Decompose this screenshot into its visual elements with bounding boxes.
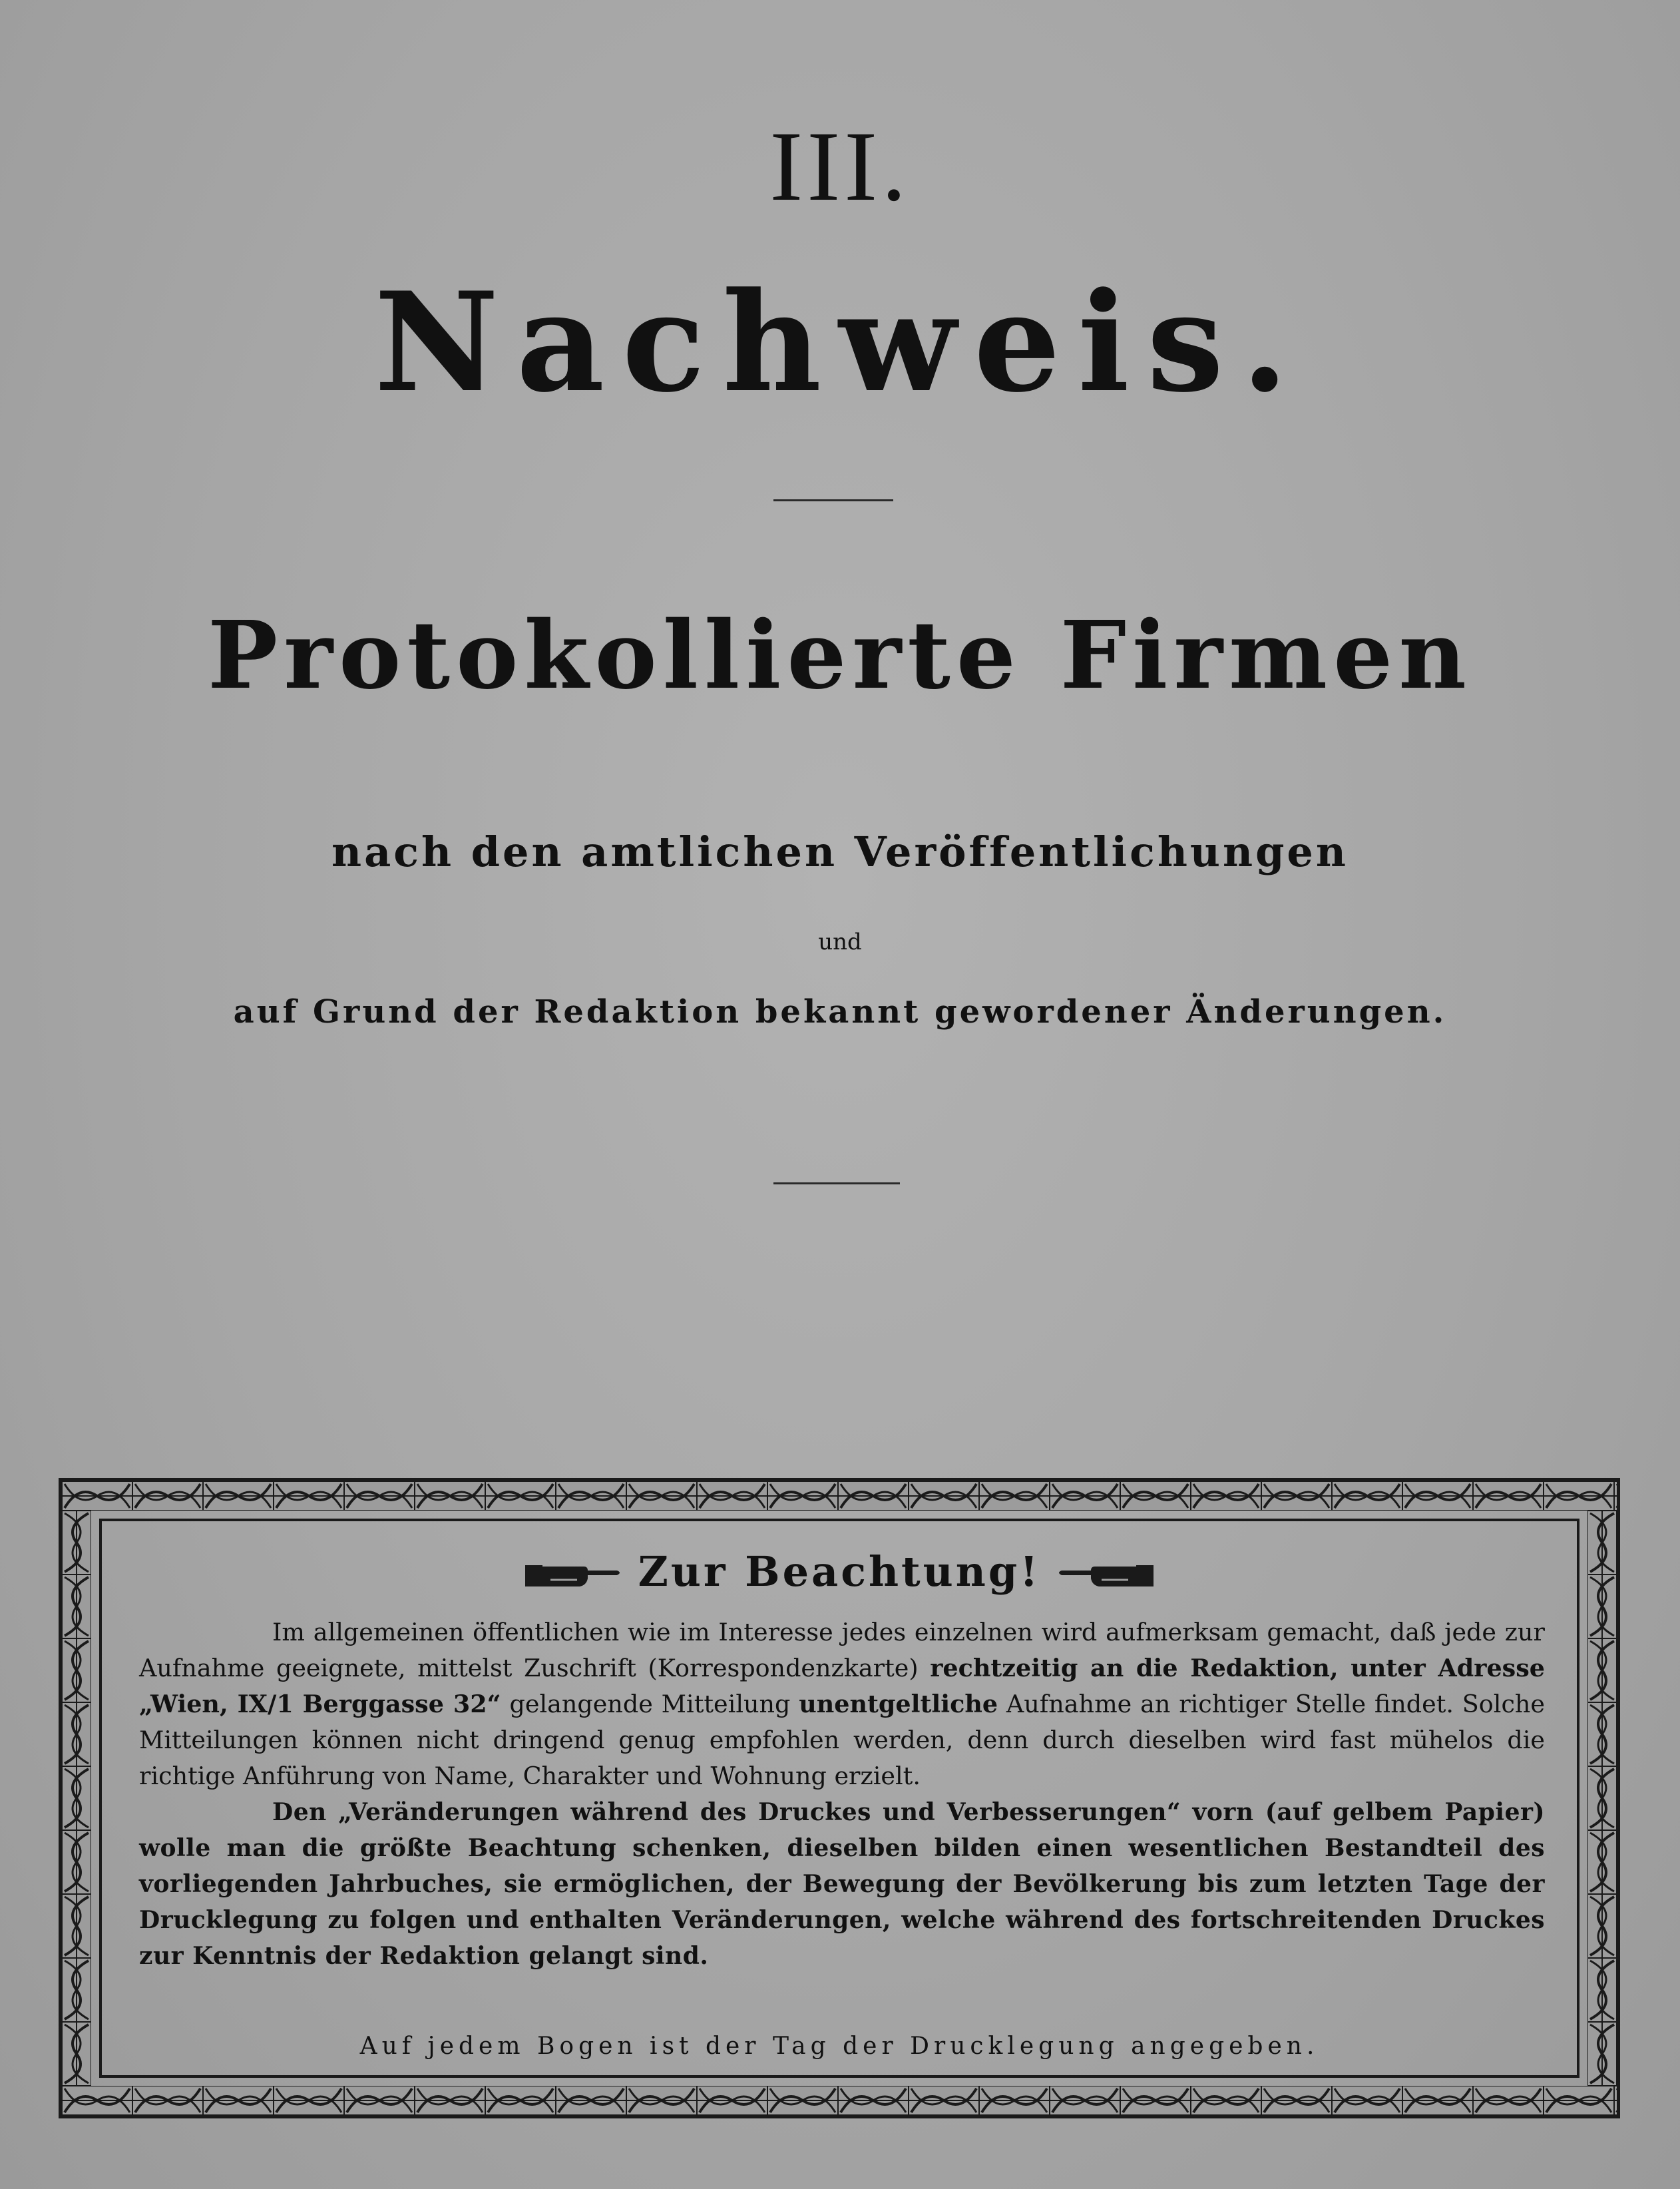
notice-heading: Zur Beachtung! [638,1547,1041,1596]
notice-box [59,1478,1620,2118]
notice-p1-free: unentgeltliche [799,1690,998,1718]
ornament-border-top [62,1481,1617,1511]
notice-p1-text-c: gelangende Mitteilung [501,1690,799,1718]
ornament-border-right [1587,1511,1617,2086]
description-connector: und [818,929,862,955]
notice-paragraph-1 [139,1614,1545,1794]
divider-bottom [773,1182,900,1184]
pointing-hand-left-icon [1055,1560,1155,1590]
divider-top [773,499,893,501]
notice-p1-text-a: Im allgemeinen öffentlichen wie im Interesse jedes einzelnen wird aufmerksam gemacht, daß jede zur Aufnahme geeignete, mittelst Zuschrift (Korrespondenzkarte) [139,1618,1545,1682]
description-line-2: auf Grund der Redaktion bekannt gewordener Änderungen. [233,993,1447,1031]
pointing-hand-right-icon [524,1560,624,1590]
section-number: III. [769,111,911,222]
notice-body [139,1614,1545,1974]
notice-heading-row [102,1545,1577,1598]
ornament-border-bottom [62,2086,1617,2115]
notice-p1-text-e: Aufnahme an richtiger Stelle findet. Solche Mitteilungen können nicht dringend genug empfohlen werden, denn durch dieselben wird fast mühelos die richtige Anführung von Name, Charakter und Wohnung erzielt. [139,1690,1545,1790]
page-subtitle: Protokollierte Firmen [207,601,1473,710]
notice-content [99,1519,1579,2078]
ornament-border-left [62,1511,91,2086]
page-title: Nachweis. [374,263,1306,423]
notice-footer: Auf jedem Bogen ist der Tag der Drucklegung angegeben. [359,2033,1319,2060]
notice-paragraph-2: Den „Veränderungen während des Druckes und Verbesserungen“ vorn (auf gelbem Papier) wolle man die größte Beachtung schenken, dieselben bilden einen wesentlichen Bestandteil des vorliegenden Jahrbuches, sie ermöglichen, der Bewegung der Bevölkerung bis zum letzten Tage der Drucklegung zu folgen und enthalten Veränderungen, welche während des fortschreitenden Druckes zur Kenntnis der Redaktion gelangt sind. [139,1798,1545,1970]
description-line-1: nach den amtlichen Veröffentlichungen [331,828,1349,876]
notice-p1-address: rechtzeitig an die Redaktion, unter Adresse „Wien, IX/1 Berggasse 32“ [139,1654,1545,1718]
